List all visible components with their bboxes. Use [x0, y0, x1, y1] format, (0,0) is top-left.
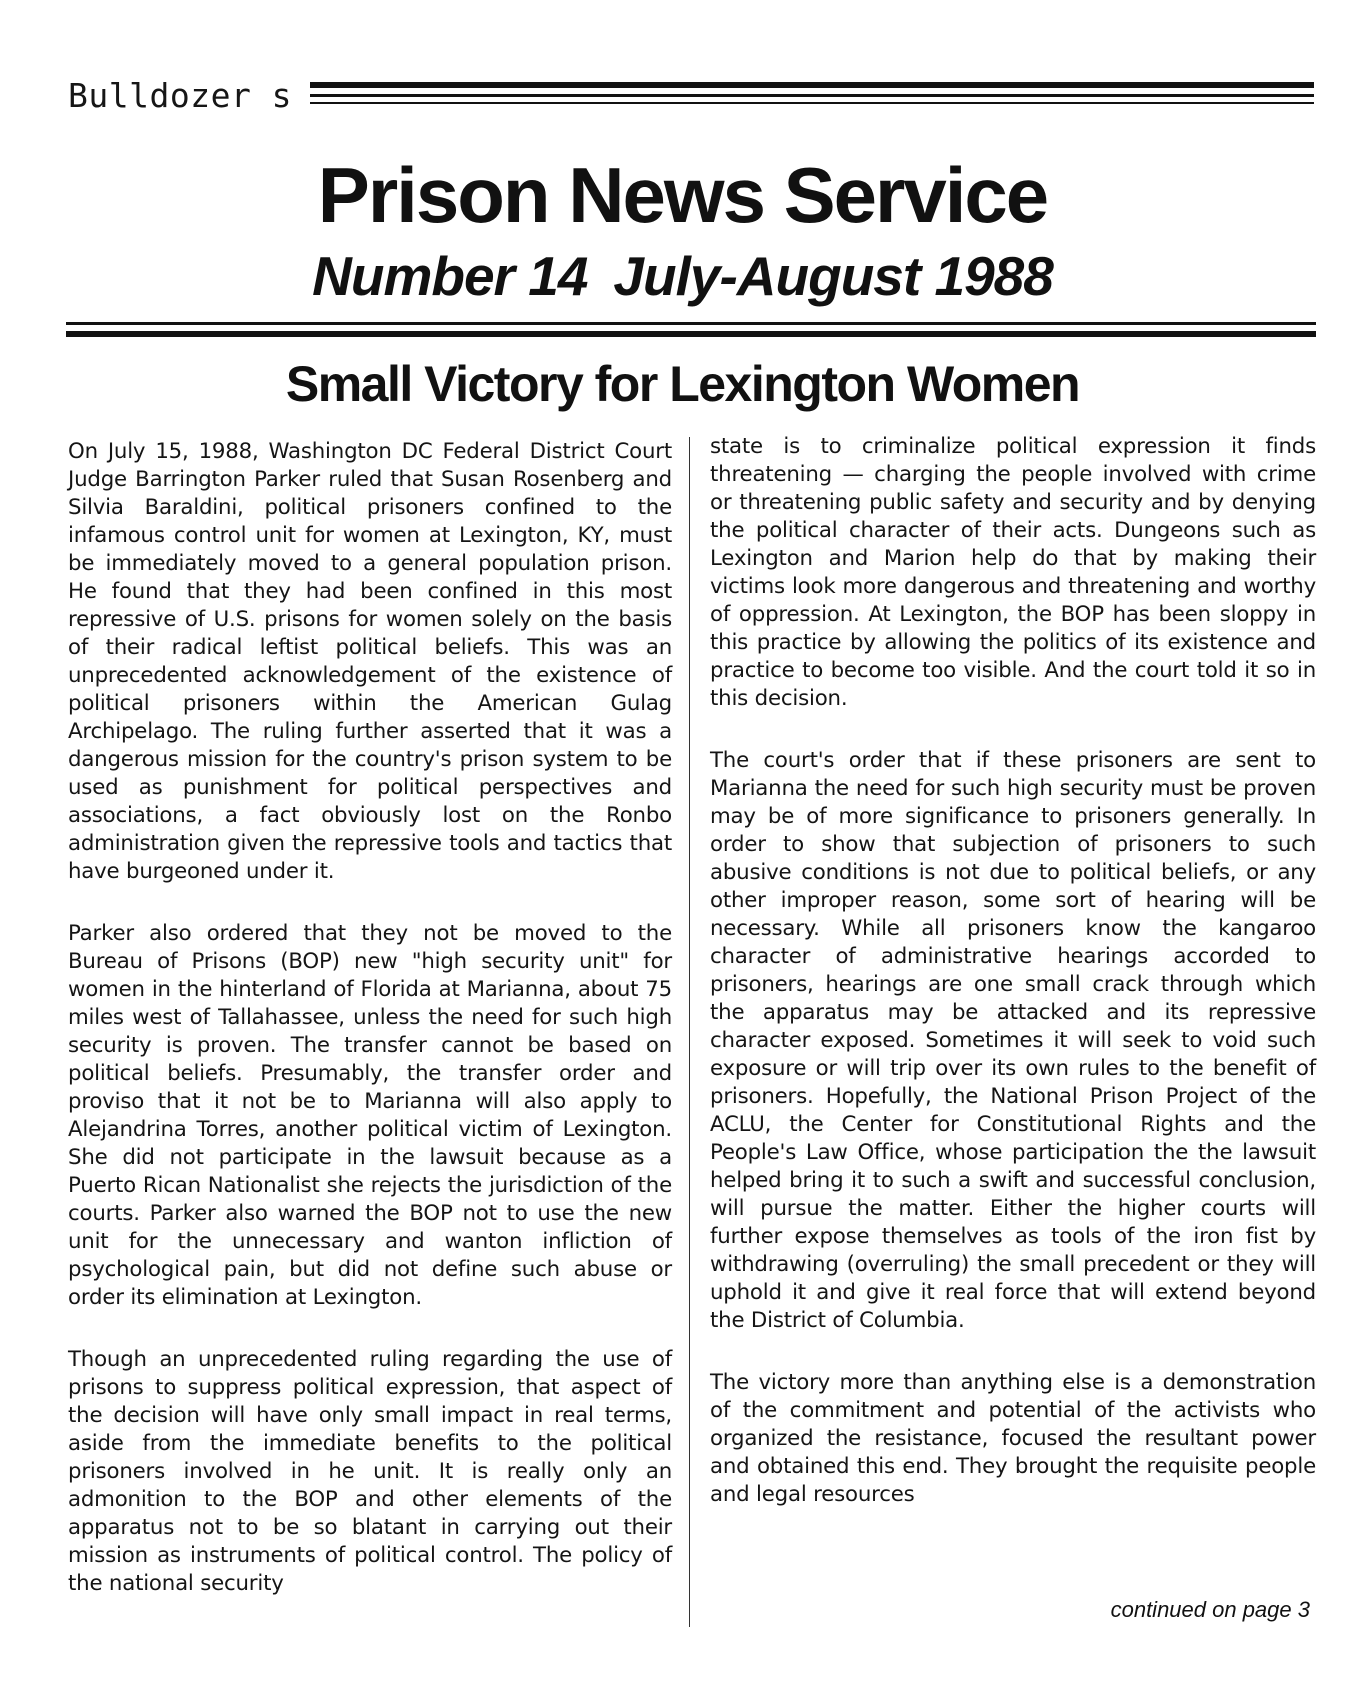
- article-column-right: [710, 433, 1316, 1543]
- paragraph: Though an unprecedented ruling regarding the use of prisons to suppress political expression, that aspect of the decision will have only small impact in real terms, aside from the immediate benefits to the political prisoners involved in he unit. It is really only an admonition to the BOP and other elements of the apparatus not to be so blatant in carrying out their mission as instruments of political control. The policy of the national security: [68, 1347, 672, 1596]
- article-headline: Small Victory for Lexington Women: [285, 356, 1080, 412]
- masthead-rule: [310, 82, 1314, 88]
- header-divider: [66, 331, 1316, 337]
- issue-line: [0, 244, 1365, 308]
- newsletter-title: Prison News Service: [317, 151, 1048, 239]
- continued-note: continued on page 3: [1110, 1597, 1310, 1622]
- header-divider: [66, 322, 1316, 325]
- masthead-brand: Bulldozer s: [68, 76, 293, 115]
- paragraph: On July 15, 1988, Washington DC Federal District Court Judge Barrington Parker ruled that Susan Rosenberg and Silvia Baraldini, political prisoners confined to the infamous control unit for women at Lexington, KY, must be immediately moved to a general population prison. He found that they had been confined in this most repressive of U.S. prisons for women solely on the basis of their radical leftist political beliefs. This was an unprecedented acknowledgement of the existence of political prisoners within the American Gulag Archipelago. The ruling further asserted that it was a dangerous mission for the country's prison system to be used as punishment for political perspectives and associations, a fact obviously lost on the Ronbo administration given the repressive tools and tactics that have burgeoned under it.: [68, 439, 672, 884]
- column-divider: [689, 437, 690, 1627]
- masthead-rule: [310, 102, 1314, 104]
- paragraph: The court's order that if these prisoners are sent to Marianna the need for such high security must be proven may be of more significance to prisoners generally. In order to show that subjection of prisoners to such abusive conditions is not due to political beliefs, or any other improper reason, some sort of hearing will be necessary. While all prisoners know the kangaroo character of administrative hearings accorded to prisoners, hearings are one small crack through which the apparatus may be attacked and its repressive character exposed. Sometimes it will seek to void such exposure or will trip over its own rules to the benefit of prisoners. Hopefully, the National Prison Project of the ACLU, the Center for Constitutional Rights and the People's Law Office, whose participation the the lawsuit helped bring it to such a swift and successful conclusion, will pursue the matter. Either the higher courts will further expose themselves as tools of the iron fist by withdrawing (overruling) the small precedent or they will uphold it and give it real force that will extend beyond the District of Columbia.: [710, 748, 1316, 1333]
- issue-date: July-August 1988: [613, 245, 1053, 307]
- paragraph: state is to criminalize political expression it finds threatening — charging the people involved with crime or threatening public safety and security and by denying the political character of their acts. Dungeons such as Lexington and Marion help do that by making their victims look more dangerous and threatening and worthy of oppression. At Lexington, the BOP has been sloppy in this practice by allowing the politics of its existence and practice to become too visible. And the court told it so in this decision.: [710, 434, 1316, 711]
- paragraph: The victory more than anything else is a demonstration of the commitment and potential of the activists who organized the resistance, focused the resultant power and obtained this end. They brought the requisite people and legal resources: [710, 1370, 1316, 1507]
- article-column-left: [68, 438, 672, 1632]
- masthead: [66, 70, 1314, 120]
- issue-number: Number 14: [312, 245, 588, 307]
- masthead-rule: [310, 94, 1314, 97]
- paragraph: Parker also ordered that they not be moved to the Bureau of Prisons (BOP) new "high security unit" for women in the hinterland of Florida at Marianna, about 75 miles west of Tallahassee, unless the need for such high security is proven. The transfer cannot be based on political beliefs. Presumably, the transfer order and proviso that it not be to Marianna will also apply to Alejandrina Torres, another political victim of Lexington. She did not participate in the lawsuit because as a Puerto Rican Nationalist she rejects the jurisdiction of the courts. Parker also warned the BOP not to use the new unit for the unnecessary and wanton infliction of psychological pain, but did not define such abuse or order its elimination at Lexington.: [68, 921, 672, 1310]
